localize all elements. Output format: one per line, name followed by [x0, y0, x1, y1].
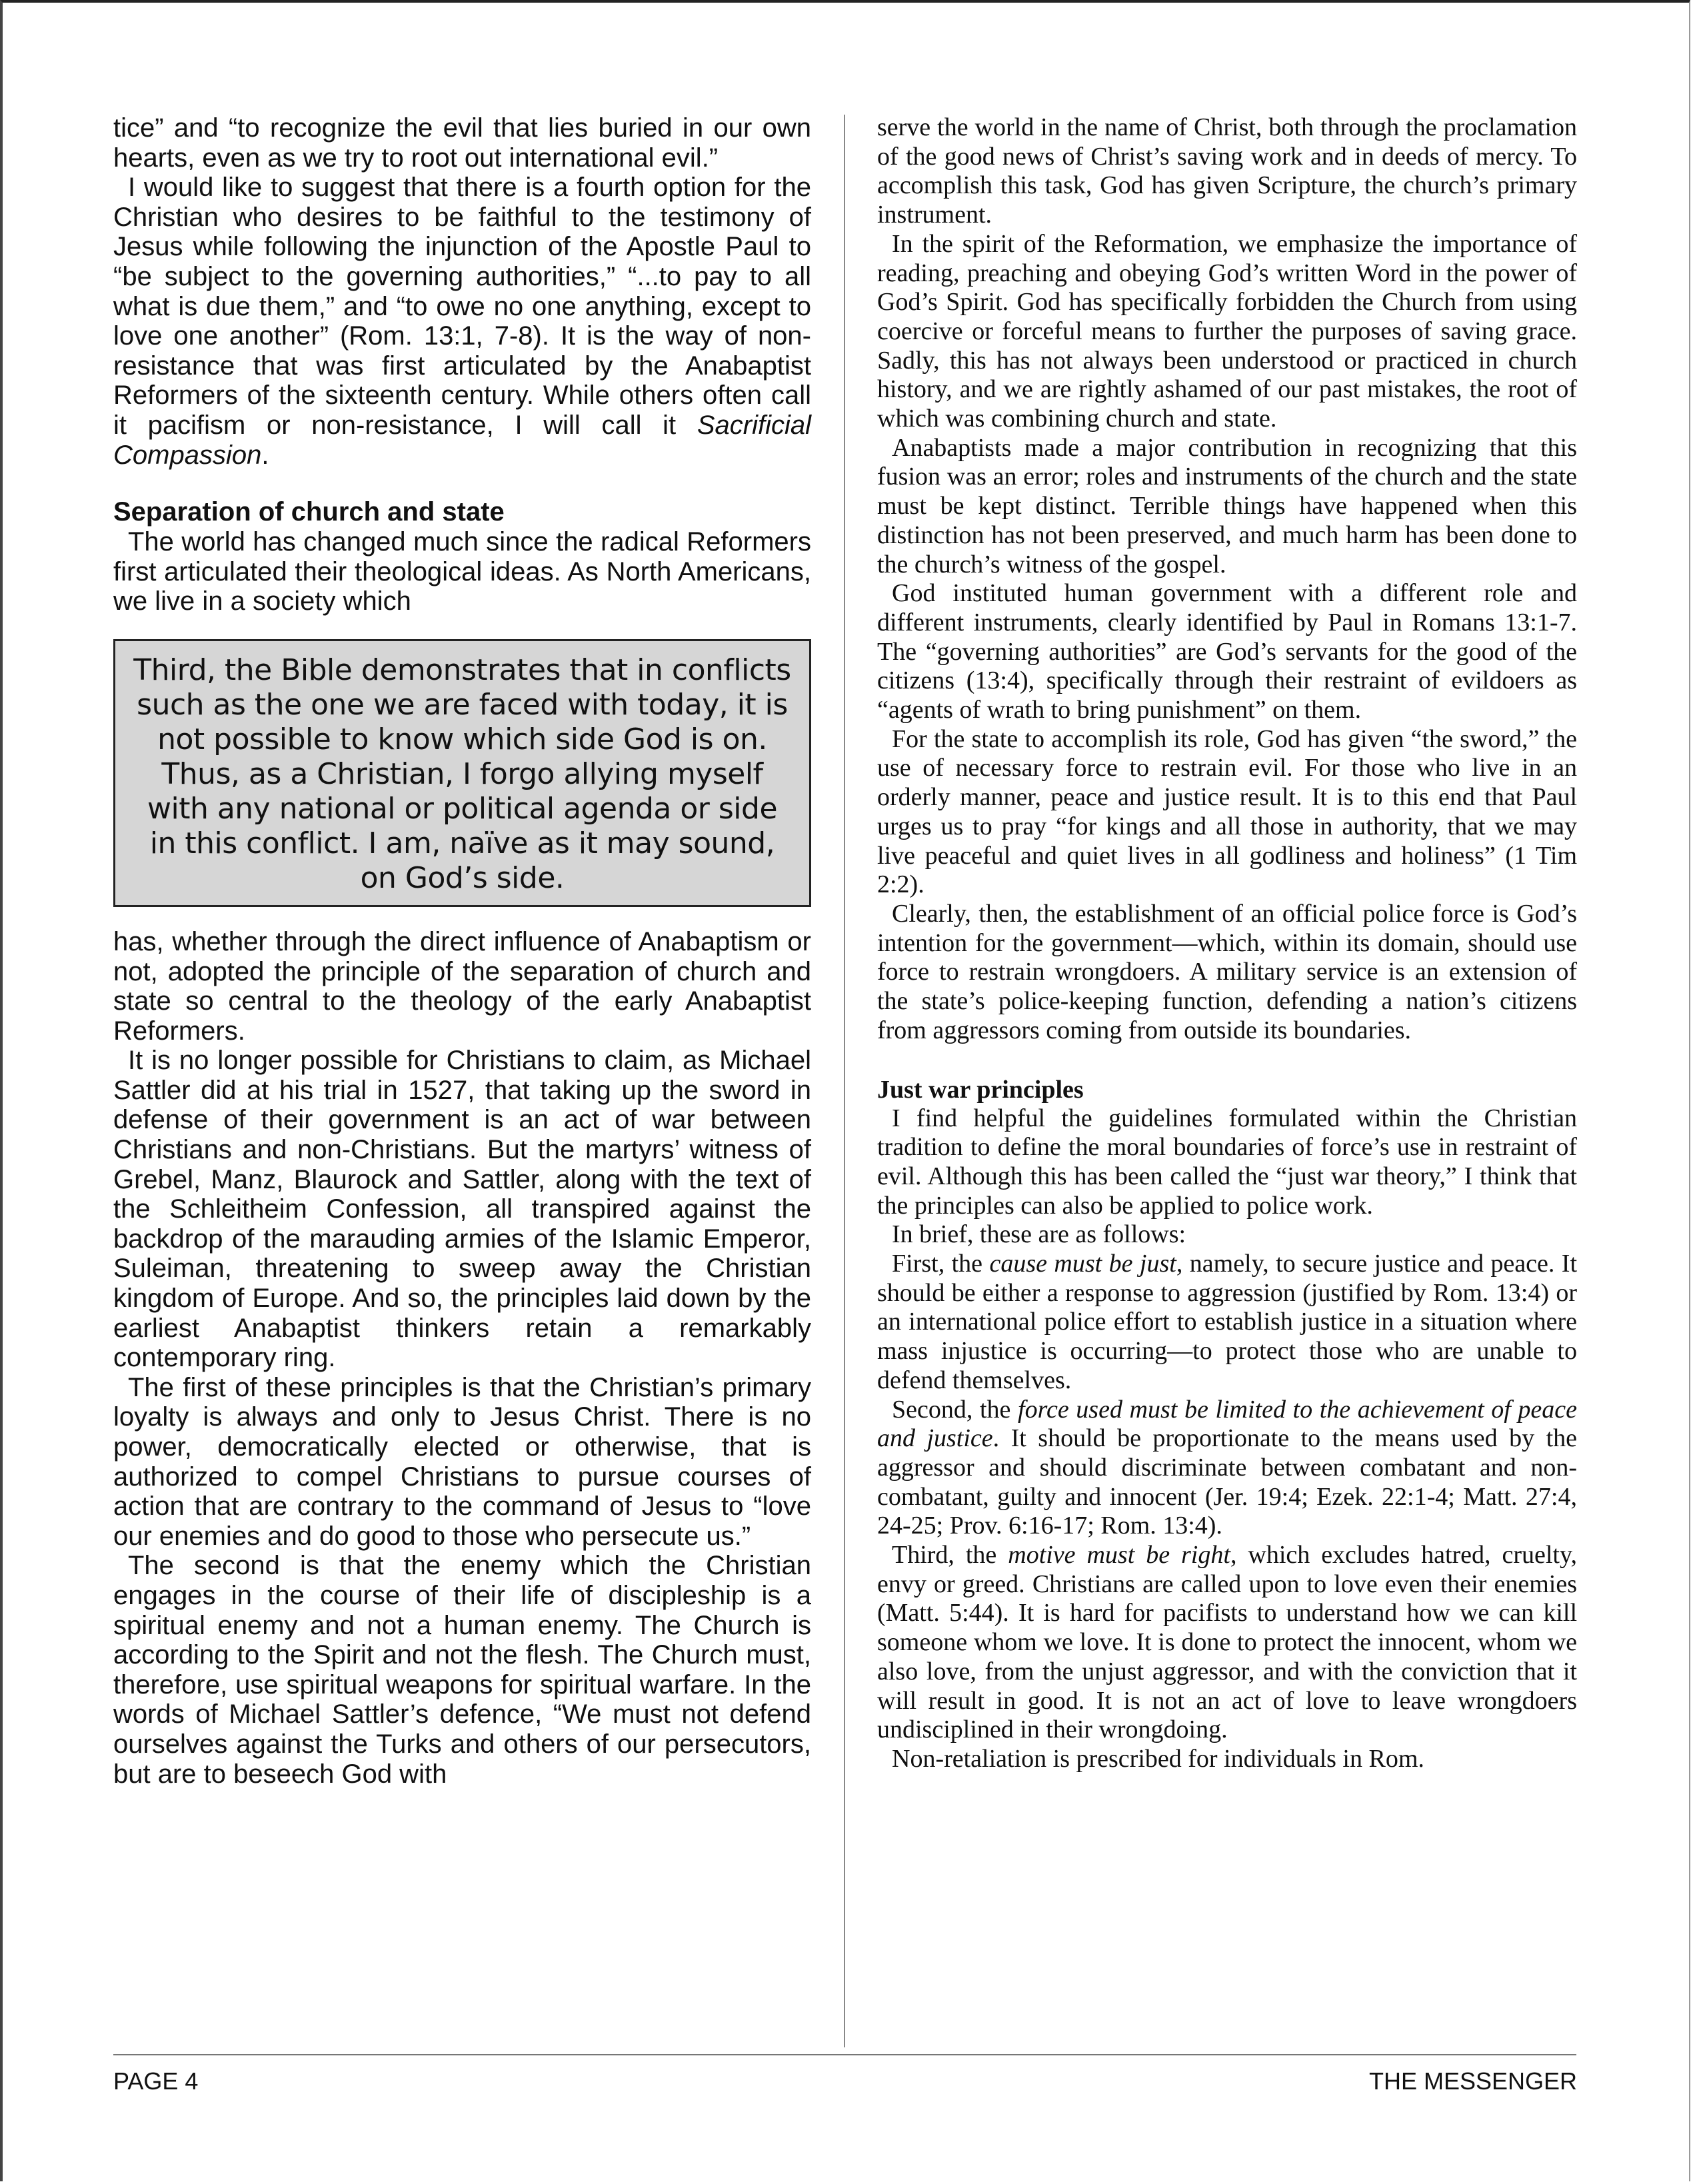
- column-divider: [844, 115, 845, 2047]
- paragraph-text: . It should be proportionate to the means used by the aggressor and should discriminate between combatant and non-combatant, guilty and innocent (Jer. 19:4; Ezek. 22:1-4; Matt. 27:4, 24-25; Prov. 6:16-17; Rom. 13:4).: [877, 1424, 1577, 1540]
- paragraph: In brief, these are as follows:: [892, 1220, 1186, 1249]
- paragraph-text: , which excludes hatred, cruelty, envy or greed. Christians are called upon to love even their enemies (Matt. 5:44). It is hard for pacifists to understand how we can kill someone whom we love. It is done to protect the innocent, whom we also love, from the unjust aggressor, and with the conviction that it will result in good. It is not an act of love to leave wrongdoers undisciplined in their wrongdoing.: [877, 1541, 1577, 1744]
- paragraph: Clearly, then, the establishment of an official police force is God’s intention for the government—which, within its domain, should use force to restrain wrongdoers. A military service is an extension of the state’s police-keeping function, defending a nation’s citizens from aggressors coming from outside its boundaries.: [877, 899, 1577, 1044]
- footer-rule: [113, 2054, 1576, 2055]
- paragraph: Anabaptists made a major contribution in recognizing that this fusion was an error; roles and instruments of the church and the state must be kept distinct. Terrible things have happened when this distinction has not been preserved, and much harm has been done to the church’s witness of the gospel.: [877, 433, 1577, 578]
- paragraph-text: Second, the: [892, 1395, 1011, 1424]
- paragraph: God instituted human government with a different role and different instruments, clearly identified by Paul in Romans 13:1-7. The “governing authorities” are God’s servants for the good of the citizens (13:4), specifically through their restraint of evildoers as “agents of wrath to bring punishment” on them.: [877, 579, 1577, 724]
- paragraph: The world has changed much since the radical Reformers first articulated their theological ideas. As North Americans, we live in a society which: [113, 527, 811, 616]
- paragraph: In the spirit of the Reformation, we emphasize the importance of reading, preaching and obeying God’s written Word in the power of God’s Spirit. God has specifically forbidden the Church from using coercive or forceful means to further the purposes of saving grace. Sadly, this has not always been understood or practiced in church history, and we are rightly ashamed of our past mistakes, the root of which was combining church and state.: [877, 229, 1577, 433]
- page-number: PAGE 4: [113, 2067, 199, 2095]
- left-column: [113, 113, 811, 1789]
- punctuation: .: [261, 440, 269, 470]
- italic-term: cause must be just: [989, 1250, 1176, 1278]
- paragraph: tice” and “to recognize the evil that lies buried in our own hearts, even as we try to root out international evil.”: [113, 113, 811, 173]
- paragraph: has, whether through the direct influence of Anabaptism or not, adopted the principle of the separation of church and state so central to the theology of the early Anabaptist Reformers.: [113, 926, 811, 1046]
- pull-quote: Third, the Bible demonstrates that in conflicts such as the one we are faced with today, it is not possible to know which side God is on. Thus, as a Christian, I forgo allying myself with any national or political agenda or side in this conflict. I am, naïve as it may sound, on God’s side.: [113, 639, 811, 907]
- publication-name: THE MESSENGER: [1368, 2067, 1577, 2095]
- italic-term: force used must be limited to the achievement of peace and justice: [877, 1395, 1578, 1453]
- paragraph: serve the world in the name of Christ, both through the proclamation of the good news of Christ’s saving work and in deeds of mercy. To accomplish this task, God has given Scripture, the church’s primary instrument.: [877, 113, 1577, 229]
- paragraph: The first of these principles is that the Christian’s primary loyalty is always and only to Jesus Christ. There is no power, democratically elected or otherwise, that is authorized to compel Christians to pursue courses of action that are contrary to the command of Jesus to “love our enemies and do good to those who persecute us.”: [113, 1372, 811, 1551]
- right-column: [877, 113, 1577, 1774]
- paragraph: [113, 173, 811, 470]
- paragraph: Non-retaliation is prescribed for individuals in Rom.: [892, 1744, 1424, 1773]
- paragraph-text: I would like to suggest that there is a fourth option for the Christian who desires to be faithful to the testimony of Jesus while following the injunction of the Apostle Paul to “be subject to the governing authorities,” “...to pay to all what is due them,” and “to owe no one anything, except to love one another” (Rom. 13:1, 7-8). It is the way of non-resistance that was first articulated by the Anabaptist Reformers of the sixteenth century. While others often call it pacifism or non-resistance, I will call it: [113, 173, 811, 440]
- paragraph: [877, 1396, 1577, 1542]
- paragraph: I find helpful the guidelines formulated within the Christian tradition to define the moral boundaries of force’s use in restraint of evil. Although this has been called the “just war theory,” I think that the principles can also be applied to police work.: [877, 1104, 1577, 1220]
- section-heading: Separation of church and state: [113, 497, 505, 527]
- paragraph-text: First, the: [892, 1250, 983, 1278]
- paragraph: For the state to accomplish its role, God has given “the sword,” the use of necessary force to restrain evil. For those who live in an orderly manner, peace and justice result. It is to this end that Paul urges us to pray “for kings and all those in authority, that we may live peaceful and quiet lives in all godliness and holiness” (1 Tim 2:2).: [877, 724, 1577, 899]
- italic-term: Sacrificial Compassion: [113, 410, 811, 470]
- paragraph: It is no longer possible for Christians to claim, as Michael Sattler did at his trial in 1527, that taking up the sword in defense of their government is an act of war between Christians and non-Christians. But the martyrs’ witness of Grebel, Manz, Blaurock and Sattler, along with the text of the Schleitheim Confession, all transpired against the backdrop of the marauding armies of the Islamic Emperor, Suleiman, threatening to sweep away the Christian kingdom of Europe. And so, the principles laid down by the earliest Anabaptist thinkers retain a remarkably contemporary ring.: [113, 1046, 811, 1373]
- section-heading: Just war principles: [877, 1075, 1084, 1104]
- paragraph: The second is that the enemy which the Christian engages in the course of their life of discipleship is a spiritual enemy and not a human enemy. The Church is according to the Spirit and not the flesh. The Church must, therefore, use spiritual weapons for spiritual warfare. In the words of Michael Sattler’s defence, “We must not defend ourselves against the Turks and others of our persecutors, but are to beseech God with: [113, 1551, 811, 1789]
- italic-term: motive must be right: [1008, 1541, 1230, 1570]
- paragraph-text: Third, the: [892, 1541, 997, 1570]
- paragraph: [877, 1250, 1577, 1396]
- paragraph: [877, 1541, 1577, 1745]
- paragraph-text: , namely, to secure justice and peace. It should be either a response to aggression (justified by Rom. 13:4) or an international police effort to establish justice in a situation where mass injustice is occurring—to protect those who are unable to defend themselves.: [877, 1250, 1578, 1394]
